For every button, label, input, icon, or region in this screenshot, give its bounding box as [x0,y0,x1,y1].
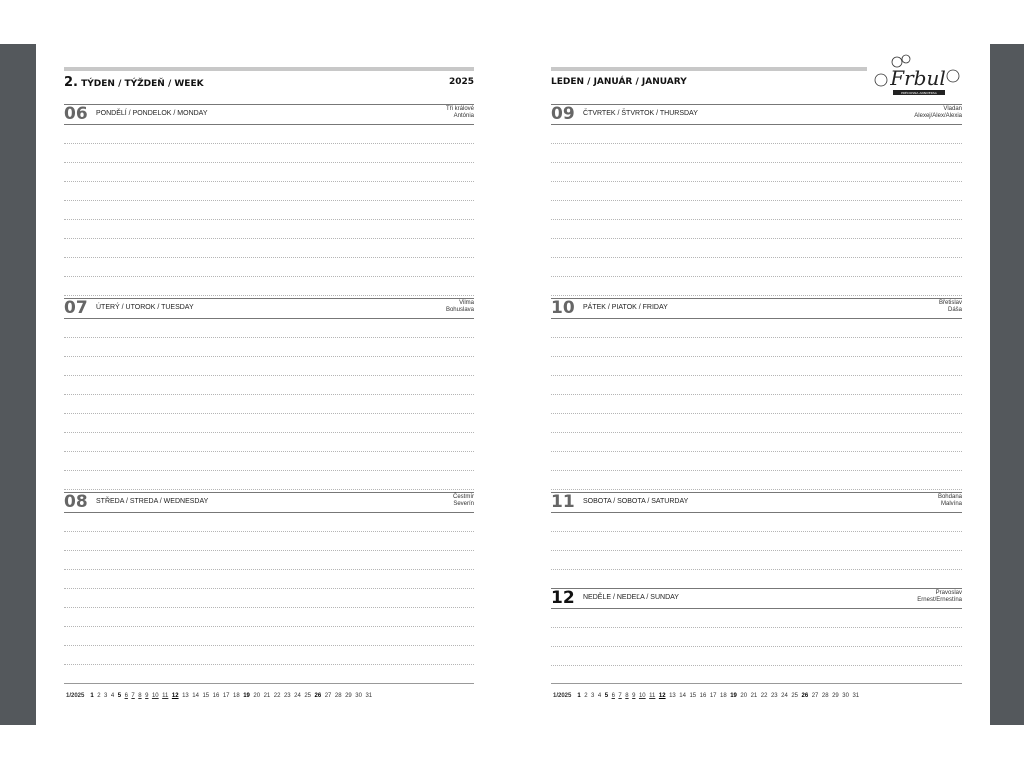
day-header [64,492,474,513]
mini-calendar-day: 25 [791,693,798,699]
name-days [453,494,474,508]
mini-calendar-label: 1/2025 [66,693,85,699]
mini-calendar-day: 11 [162,693,169,699]
day-header [551,104,962,125]
mini-calendar-row [553,693,863,699]
mini-calendar-day: 25 [304,693,311,699]
mini-calendar-day: 30 [355,693,362,699]
day-number: 09 [551,104,575,124]
mini-calendar-day: 1 [90,693,94,699]
logo-tagline: PRÉCIOSNA ANNIVERSA [901,91,937,95]
header-bar [551,67,867,71]
day-header [64,104,474,125]
mini-calendar-day: 27 [324,693,332,699]
day-header [551,492,962,513]
week-header [64,75,204,90]
mini-calendar-day: 8 [138,693,142,699]
mini-calendar-day: 17 [709,693,717,699]
name-day: Vilma [459,300,474,306]
name-day: Ernest/Ernestína [917,597,962,603]
month-label: LEDEN / JANUÁR / JANUARY [551,77,687,87]
day-number: 12 [551,588,575,608]
mini-calendar [551,683,962,702]
name-day: Bohdana [937,494,962,500]
week-label: TÝDEN / TÝŽDEŇ / WEEK [81,79,204,89]
logo-text: Frbul [890,66,946,90]
mini-calendar-day: 7 [618,693,622,699]
mini-calendar-day: 18 [233,693,240,699]
name-day: Malvína [940,501,962,507]
mini-calendar-day: 14 [679,693,686,699]
mini-calendar-day: 26 [314,693,322,699]
mini-calendar-day: 28 [334,693,342,699]
mini-calendar-day: 23 [283,693,291,699]
mini-calendar-day: 5 [117,693,122,699]
mini-calendar-day: 27 [811,693,819,699]
day-block-thursday [551,104,962,296]
writing-lines[interactable] [64,125,474,296]
mini-calendar-day: 31 [852,693,860,699]
mini-calendar-day: 20 [253,693,261,699]
mini-calendar-day: 20 [740,693,748,699]
mini-calendar-day: 21 [263,693,271,699]
diary-page-right [513,44,990,725]
mini-calendar-day: 10 [638,693,646,699]
writing-lines[interactable] [64,513,474,684]
mini-calendar-day: 16 [699,693,707,699]
mini-calendar-day: 7 [131,693,135,699]
day-name: SOBOTA / SOBOTA / SATURDAY [583,498,689,505]
mini-calendar-day: 12 [171,693,179,699]
day-block-wednesday [64,492,474,684]
day-name: ČTVRTEK / ŠTVRTOK / THURSDAY [583,110,698,117]
diary-page-left [36,44,513,725]
mini-calendar-day: 6 [124,693,128,699]
mini-calendar-day: 19 [243,693,250,699]
writing-lines[interactable] [551,513,962,589]
mini-calendar-day: 16 [212,693,220,699]
dog-heads-logo [873,50,963,100]
mini-calendar-day: 24 [294,693,301,699]
name-day: Antónia [453,113,474,119]
day-name: PONDĚLÍ / PONDELOK / MONDAY [96,110,208,117]
writing-lines[interactable] [551,319,962,490]
mini-calendar-day: 10 [151,693,159,699]
day-number: 06 [64,104,88,124]
day-name: ÚTERÝ / UTOROK / TUESDAY [96,304,194,311]
day-header [64,298,474,319]
day-number: 11 [551,492,575,512]
day-block-friday [551,298,962,490]
mini-calendar-day: 23 [770,693,778,699]
mini-calendar-day: 21 [750,693,758,699]
mini-calendar-day: 5 [604,693,609,699]
mini-calendar-row [66,693,376,699]
year-label: 2025 [448,77,474,87]
day-header [551,298,962,319]
mini-calendar-day: 22 [760,693,768,699]
mini-calendar-label: 1/2025 [553,693,572,699]
mini-calendar-day: 3 [104,693,108,699]
mini-calendar-day: 26 [801,693,809,699]
day-header [551,588,962,609]
day-number: 08 [64,492,88,512]
mini-calendar-day: 29 [832,693,839,699]
name-day: Čestmír [453,494,474,500]
name-days [914,106,962,120]
name-day: Břetislav [938,300,962,306]
name-day: Dáša [947,307,962,313]
name-day: Severín [453,501,474,507]
mini-calendar-day: 4 [597,693,602,699]
day-number: 07 [64,298,88,318]
writing-lines[interactable] [551,609,962,666]
mini-calendar-day: 19 [730,693,737,699]
mini-calendar-day: 15 [202,693,210,699]
name-days [917,590,962,604]
mini-calendar-day: 2 [584,693,588,699]
mini-calendar-day: 18 [720,693,727,699]
day-name: STŘEDA / STREDA / WEDNESDAY [96,498,209,505]
name-day: Tři králové [445,106,474,112]
mini-calendar-day: 9 [632,693,636,699]
writing-lines[interactable] [551,125,962,296]
mini-calendar-day: 22 [273,693,281,699]
mini-calendar-day: 1 [577,693,581,699]
day-name: PÁTEK / PIATOK / FRIDAY [583,304,668,311]
mini-calendar-day: 24 [781,693,788,699]
mini-calendar-day: 4 [110,693,115,699]
mini-calendar-day: 13 [669,693,676,699]
name-days [939,300,962,314]
mini-calendar-day: 13 [182,693,189,699]
day-block-monday [64,104,474,296]
name-days [446,106,474,120]
name-day: Vladan [943,106,962,112]
mini-calendar-day: 12 [658,693,666,699]
week-number: 2. [64,75,78,90]
name-days [938,494,962,508]
mini-calendar-day: 17 [222,693,230,699]
mini-calendar-day: 14 [192,693,199,699]
day-block-tuesday [64,298,474,490]
mini-calendar-day: 31 [365,693,373,699]
mini-calendar-day: 8 [625,693,629,699]
name-days [446,300,474,314]
day-block-sunday [551,588,962,666]
mini-calendar-day: 29 [345,693,352,699]
name-day: Alexej/Alex/Alexia [914,113,962,119]
day-number: 10 [551,298,575,318]
mini-calendar-day: 11 [649,693,656,699]
name-day: Bohuslava [445,307,474,313]
writing-lines[interactable] [64,319,474,490]
mini-calendar [64,683,474,702]
day-name: NEDĚLE / NEDEĽA / SUNDAY [583,594,679,601]
mini-calendar-day: 2 [97,693,101,699]
mini-calendar-day: 15 [689,693,697,699]
day-block-saturday [551,492,962,589]
mini-calendar-day: 3 [591,693,595,699]
header-bar [64,67,474,71]
mini-calendar-day: 28 [821,693,829,699]
mini-calendar-day: 9 [145,693,149,699]
name-day: Pravoslav [935,590,962,596]
mini-calendar-day: 6 [611,693,615,699]
mini-calendar-day: 30 [842,693,849,699]
